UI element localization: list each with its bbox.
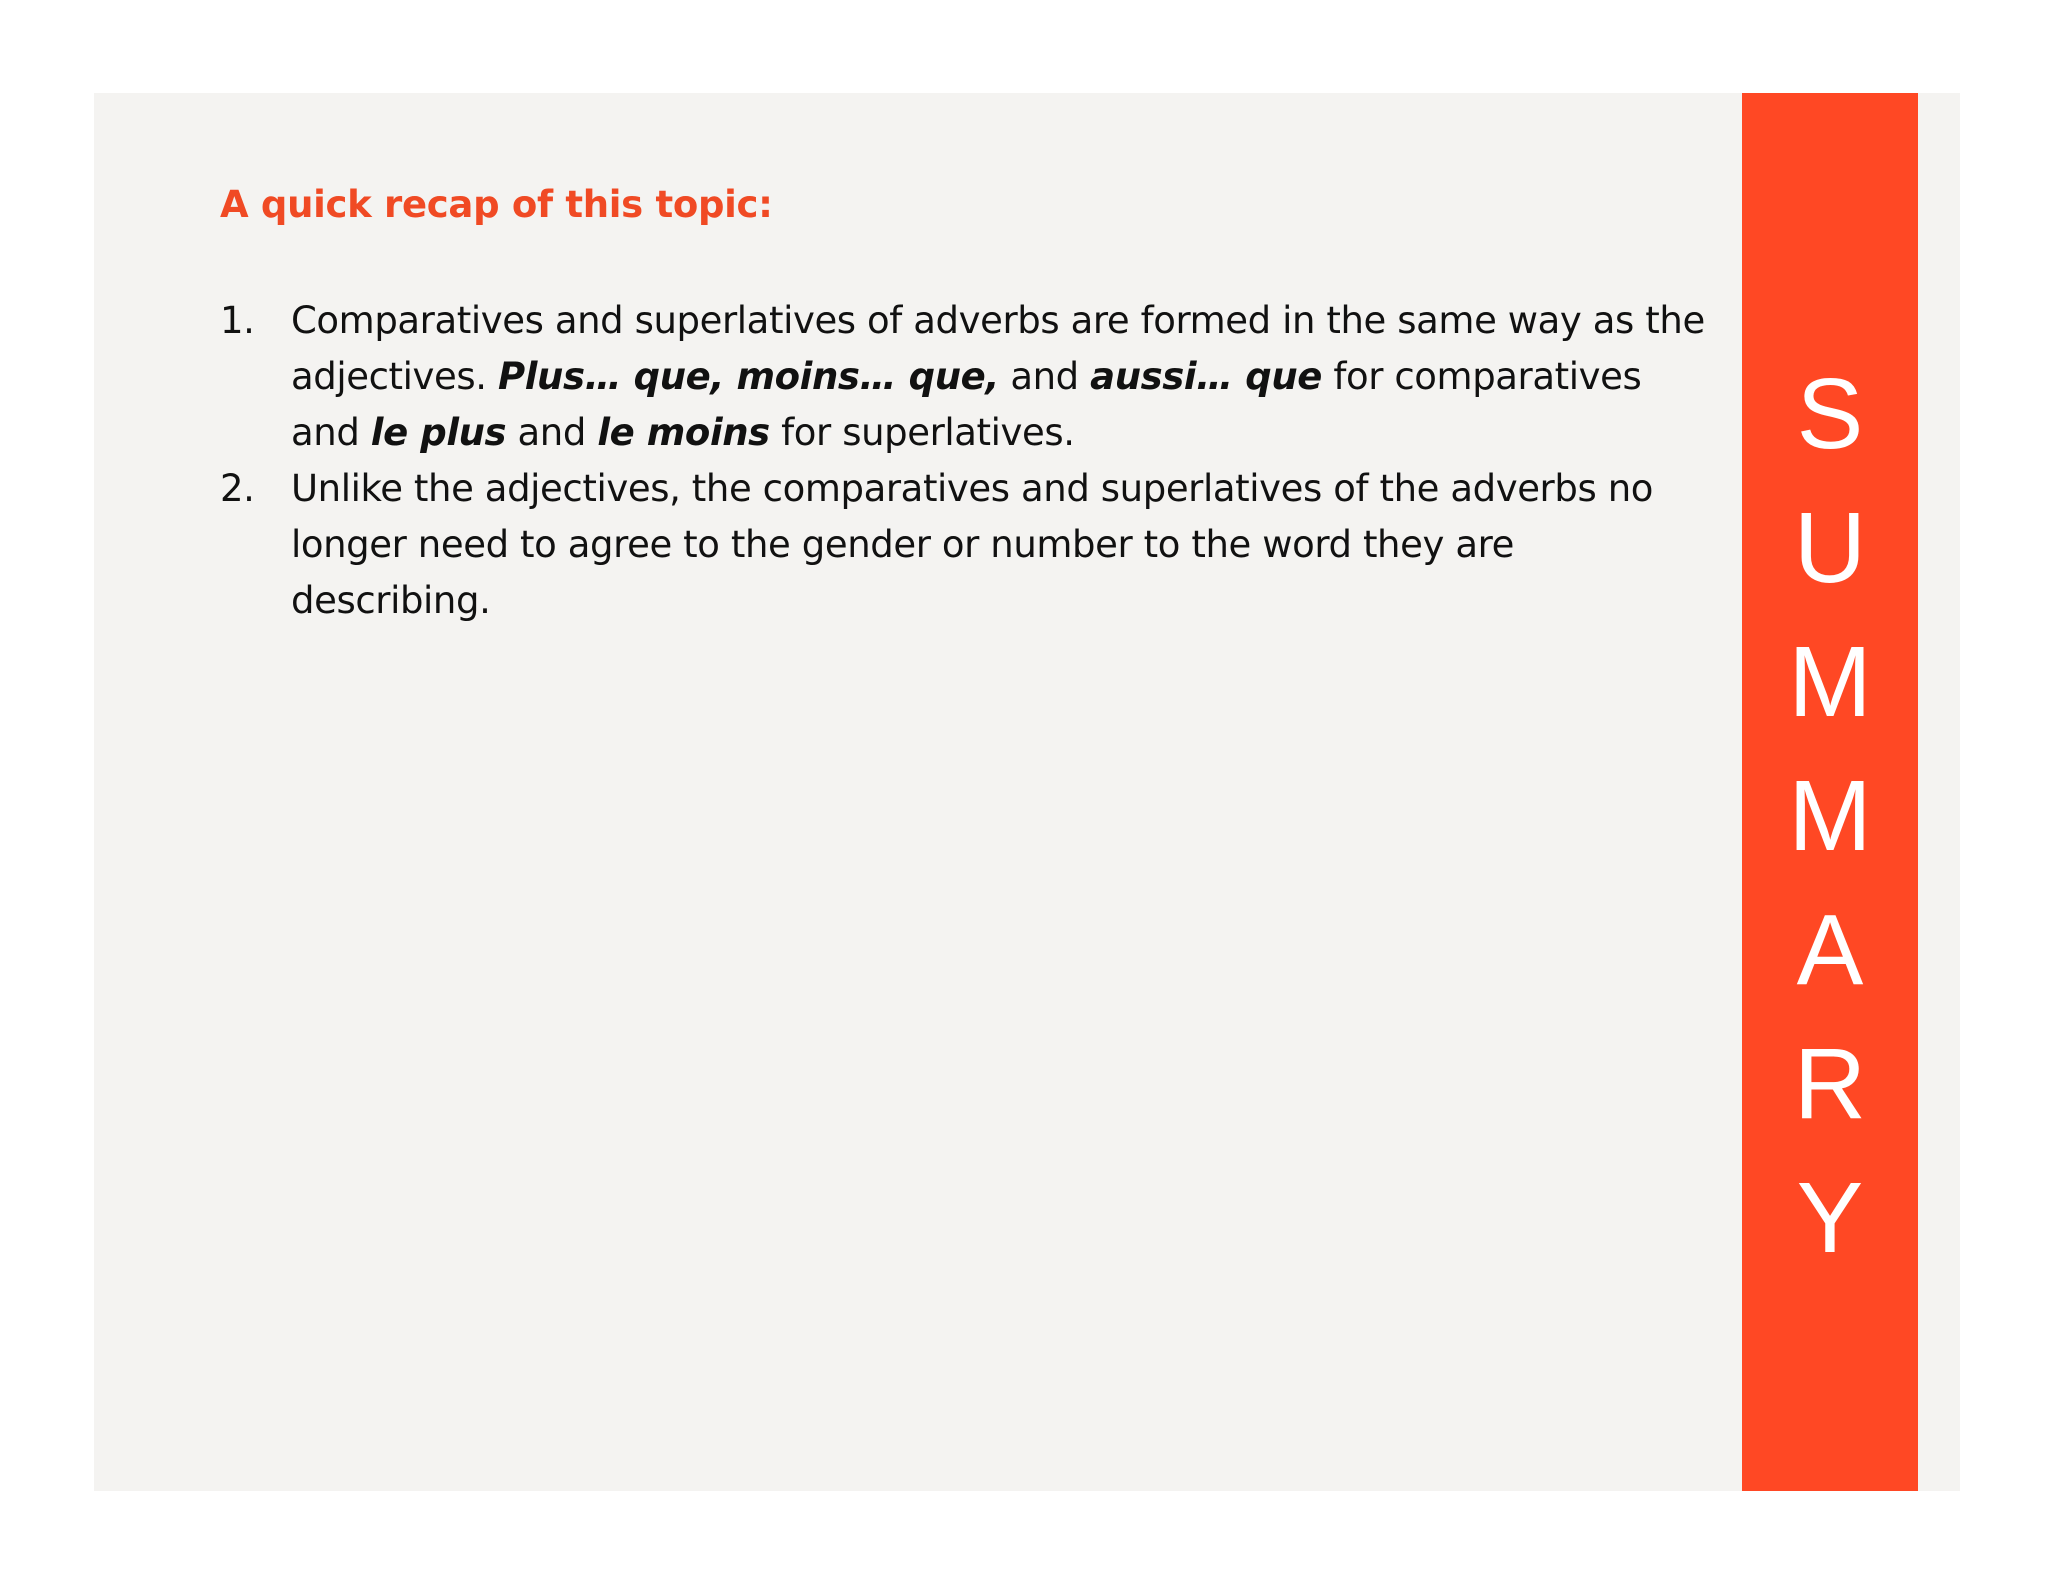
point-text	[291, 467, 1653, 622]
summary-sidebar	[1742, 93, 1918, 1491]
text-segment: Comparatives and superlatives of adverbs are formed in the same way as the adjectives.	[291, 299, 1705, 398]
summary-letter: A	[1796, 894, 1864, 1006]
text-segment: and	[506, 411, 598, 454]
point-number: 2.	[220, 467, 255, 510]
emphasis-le-plus: le plus	[370, 411, 507, 454]
text-segment: for comparatives and	[291, 355, 1642, 454]
emphasis-aussi-que: aussi… que	[1090, 355, 1322, 398]
recap-point-2	[220, 461, 1710, 629]
point-number: 1.	[220, 299, 255, 342]
emphasis-le-moins: le moins	[597, 411, 770, 454]
recap-list	[220, 293, 1710, 629]
slide-panel	[94, 93, 1960, 1491]
recap-point-1	[220, 293, 1710, 461]
recap-heading: A quick recap of this topic:	[220, 183, 773, 226]
text-segment: for superlatives.	[769, 411, 1075, 454]
summary-letter: U	[1793, 492, 1867, 604]
summary-letter: M	[1788, 760, 1872, 872]
point-text	[291, 299, 1705, 454]
summary-letter: R	[1793, 1028, 1867, 1140]
text-segment: Unlike the adjectives, the comparatives and superlatives of the adverbs no longer need to agree to the gender or number to the word they are describing.	[291, 467, 1653, 622]
summary-letter: Y	[1796, 1162, 1864, 1274]
summary-letter: S	[1796, 358, 1864, 470]
emphasis-comparative-forms: Plus… que, moins… que,	[498, 355, 999, 398]
text-segment: and	[998, 355, 1091, 398]
summary-letter: M	[1788, 626, 1872, 738]
summary-vertical-label	[1742, 347, 1918, 1285]
